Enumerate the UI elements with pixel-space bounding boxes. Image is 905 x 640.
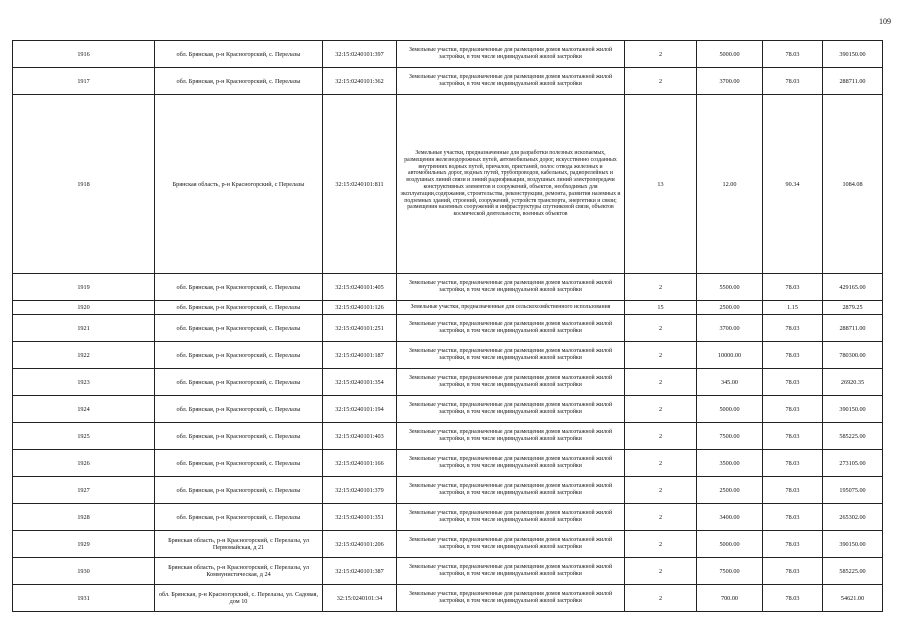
cadastral-number-cell: 32:15:0240101:362 xyxy=(323,68,397,95)
table-row xyxy=(13,369,883,396)
cadastral-value-cell: 390150.00 xyxy=(823,396,883,423)
cadastral-number-cell: 32:15:0240101:187 xyxy=(323,342,397,369)
address-cell: обл. Брянская, р-н Красногорский, с. Перелазы xyxy=(155,396,323,423)
rate-cell: 78.03 xyxy=(763,477,823,504)
area-cell: 2500.00 xyxy=(697,477,763,504)
cadastral-number-cell: 32:15:0240101:397 xyxy=(323,41,397,68)
cadastral-value-cell: 288711.00 xyxy=(823,315,883,342)
cadastral-value-cell: 585225.00 xyxy=(823,558,883,585)
cadastral-table xyxy=(12,40,883,612)
land-use-description-cell: Земельные участки, предназначенные для размещения домов малоэтажной жилой застройки, в том числе индивидуальной жилой застройки xyxy=(397,423,625,450)
area-cell: 3700.00 xyxy=(697,315,763,342)
area-cell: 5000.00 xyxy=(697,396,763,423)
group-cell: 2 xyxy=(625,558,697,585)
cadastral-value-cell: 585225.00 xyxy=(823,423,883,450)
cadastral-number-cell: 32:15:0240101:387 xyxy=(323,558,397,585)
address-cell: обл. Брянская, р-н Красногорский, с. Перелазы xyxy=(155,301,323,315)
table-row xyxy=(13,531,883,558)
table-row xyxy=(13,41,883,68)
address-cell: обл. Брянская, р-н Красногорский, с. Перелазы xyxy=(155,315,323,342)
address-cell: обл. Брянская, р-н Красногорский, с. Перелазы xyxy=(155,423,323,450)
group-cell: 2 xyxy=(625,315,697,342)
rate-cell: 78.03 xyxy=(763,585,823,612)
table-row xyxy=(13,504,883,531)
row-number-cell: 1920 xyxy=(13,301,155,315)
cadastral-number-cell: 32:15:0240101:354 xyxy=(323,369,397,396)
table-row xyxy=(13,558,883,585)
rate-cell: 78.03 xyxy=(763,504,823,531)
cadastral-value-cell: 429165.00 xyxy=(823,274,883,301)
row-number-cell: 1926 xyxy=(13,450,155,477)
area-cell: 10000.00 xyxy=(697,342,763,369)
cadastral-number-cell: 32:15:0240101:403 xyxy=(323,423,397,450)
address-cell: обл. Брянская, р-н Красногорский, с. Перелазы xyxy=(155,342,323,369)
row-number-cell: 1929 xyxy=(13,531,155,558)
row-number-cell: 1931 xyxy=(13,585,155,612)
group-cell: 2 xyxy=(625,274,697,301)
land-use-description-cell: Земельные участки, предназначенные для размещения домов малоэтажной жилой застройки, в том числе индивидуальной жилой застройки xyxy=(397,369,625,396)
rate-cell: 78.03 xyxy=(763,450,823,477)
land-use-description-cell: Земельные участки, предназначенные для размещения домов малоэтажной жилой застройки, в том числе индивидуальной жилой застройки xyxy=(397,585,625,612)
address-cell: обл. Брянская, р-н Красногорский, с. Перелазы xyxy=(155,369,323,396)
rate-cell: 78.03 xyxy=(763,342,823,369)
row-number-cell: 1923 xyxy=(13,369,155,396)
group-cell: 2 xyxy=(625,41,697,68)
land-use-description-cell: Земельные участки, предназначенные для размещения домов малоэтажной жилой застройки, в том числе индивидуальной жилой застройки xyxy=(397,531,625,558)
address-cell: обл. Брянская, р-н Красногорский, с. Перелазы xyxy=(155,274,323,301)
cadastral-value-cell: 26920.35 xyxy=(823,369,883,396)
group-cell: 2 xyxy=(625,369,697,396)
cadastral-value-cell: 1084.08 xyxy=(823,95,883,274)
cadastral-value-cell: 390150.00 xyxy=(823,41,883,68)
land-use-description-cell: Земельные участки, предназначенные для разработки полезных ископаемых, размещения железнодорожных путей, автомобильных дорог, искусственно созданных внутренних водных путей, причалов, пристаней, полос отвода железных и автомобильных дорог, водных путей, трубопроводов, кабельных, радиорелейных и воздушных линий связи и линий радиофикации, воздушных линий электропередачи конструктивных элементов и сооружений, объектов, необходимых для эксплуатации,содержания, строительства, реконструкции, ремонта, развития наземных и подземных зданий, строений, сооружений, устройств транспорта, энергетики и связи; размещения наземных сооружений и инфраструктуры спутниковой связи, объектов космической деятельности, военных объектов xyxy=(397,95,625,274)
row-number-cell: 1927 xyxy=(13,477,155,504)
row-number-cell: 1917 xyxy=(13,68,155,95)
address-cell: обл. Брянская, р-н Красногорский, с. Перелазы xyxy=(155,504,323,531)
group-cell: 2 xyxy=(625,423,697,450)
land-use-description-cell: Земельные участки, предназначенные для размещения домов малоэтажной жилой застройки, в том числе индивидуальной жилой застройки xyxy=(397,504,625,531)
address-cell: обл. Брянская, р-н Красногорский, с. Перелазы xyxy=(155,41,323,68)
cadastral-number-cell: 32:15:0240101:206 xyxy=(323,531,397,558)
table-row xyxy=(13,450,883,477)
table-row xyxy=(13,68,883,95)
row-number-cell: 1921 xyxy=(13,315,155,342)
address-cell: обл. Брянская, р-н Красногорский, с. Перелазы xyxy=(155,450,323,477)
land-use-description-cell: Земельные участки, предназначенные для размещения домов малоэтажной жилой застройки, в том числе индивидуальной жилой застройки xyxy=(397,558,625,585)
group-cell: 2 xyxy=(625,396,697,423)
cadastral-number-cell: 32:15:0240101:166 xyxy=(323,450,397,477)
table-row xyxy=(13,342,883,369)
rate-cell: 78.03 xyxy=(763,68,823,95)
cadastral-value-cell: 780300.00 xyxy=(823,342,883,369)
area-cell: 3700.00 xyxy=(697,68,763,95)
rate-cell: 90.34 xyxy=(763,95,823,274)
address-cell: обл. Брянская, р-н Красногорский, с. Перелазы xyxy=(155,477,323,504)
area-cell: 12.00 xyxy=(697,95,763,274)
cadastral-value-cell: 54621.00 xyxy=(823,585,883,612)
cadastral-number-cell: 32:15:0240101:251 xyxy=(323,315,397,342)
area-cell: 700.00 xyxy=(697,585,763,612)
table-row xyxy=(13,301,883,315)
group-cell: 2 xyxy=(625,450,697,477)
table-row xyxy=(13,423,883,450)
cadastral-number-cell: 32:15:0240101:194 xyxy=(323,396,397,423)
area-cell: 3400.00 xyxy=(697,504,763,531)
rate-cell: 78.03 xyxy=(763,423,823,450)
cadastral-number-cell: 32:15:0240101:34 xyxy=(323,585,397,612)
cadastral-value-cell: 288711.00 xyxy=(823,68,883,95)
row-number-cell: 1918 xyxy=(13,95,155,274)
cadastral-value-cell: 195075.00 xyxy=(823,477,883,504)
cadastral-number-cell: 32:15:0240101:379 xyxy=(323,477,397,504)
cadastral-number-cell: 32:15:0240101:811 xyxy=(323,95,397,274)
area-cell: 5000.00 xyxy=(697,41,763,68)
rate-cell: 78.03 xyxy=(763,315,823,342)
address-cell: Брянская область, р-н Красногорский, с Перелазы, ул Коммунистическая, д 24 xyxy=(155,558,323,585)
rate-cell: 78.03 xyxy=(763,41,823,68)
land-use-description-cell: Земельные участки, предназначенные для размещения домов малоэтажной жилой застройки, в том числе индивидуальной жилой застройки xyxy=(397,41,625,68)
row-number-cell: 1916 xyxy=(13,41,155,68)
rate-cell: 78.03 xyxy=(763,396,823,423)
rate-cell: 78.03 xyxy=(763,531,823,558)
land-use-description-cell: Земельные участки, предназначенные для размещения домов малоэтажной жилой застройки, в том числе индивидуальной жилой застройки xyxy=(397,68,625,95)
address-cell: Брянская область, р-н Красногорский, с Перелазы xyxy=(155,95,323,274)
area-cell: 5500.00 xyxy=(697,274,763,301)
area-cell: 5000.00 xyxy=(697,531,763,558)
table-row xyxy=(13,585,883,612)
group-cell: 2 xyxy=(625,504,697,531)
land-use-description-cell: Земельные участки, предназначенные для размещения домов малоэтажной жилой застройки, в том числе индивидуальной жилой застройки xyxy=(397,396,625,423)
cadastral-number-cell: 32:15:0240101:405 xyxy=(323,274,397,301)
group-cell: 2 xyxy=(625,342,697,369)
rate-cell: 78.03 xyxy=(763,274,823,301)
cadastral-value-cell: 390150.00 xyxy=(823,531,883,558)
table-body xyxy=(13,41,883,612)
rate-cell: 78.03 xyxy=(763,558,823,585)
area-cell: 2500.00 xyxy=(697,301,763,315)
area-cell: 3500.00 xyxy=(697,450,763,477)
row-number-cell: 1924 xyxy=(13,396,155,423)
land-use-description-cell: Земельные участки, предназначенные для размещения домов малоэтажной жилой застройки, в том числе индивидуальной жилой застройки xyxy=(397,477,625,504)
table-row xyxy=(13,315,883,342)
row-number-cell: 1922 xyxy=(13,342,155,369)
cadastral-value-cell: 273105.00 xyxy=(823,450,883,477)
cadastral-value-cell: 2879.25 xyxy=(823,301,883,315)
group-cell: 2 xyxy=(625,531,697,558)
address-cell: обл. Брянская, р-н Красногорский, с. Перелазы xyxy=(155,68,323,95)
address-cell: обл. Брянская, р-н Красногорский, с. Перелазы, ул. Садовая, дом 10 xyxy=(155,585,323,612)
row-number-cell: 1919 xyxy=(13,274,155,301)
area-cell: 345.00 xyxy=(697,369,763,396)
cadastral-value-cell: 265302.00 xyxy=(823,504,883,531)
cadastral-number-cell: 32:15:0240101:351 xyxy=(323,504,397,531)
group-cell: 2 xyxy=(625,477,697,504)
land-use-description-cell: Земельные участки, предназначенные для сельскохозяйственного использования xyxy=(397,301,625,315)
row-number-cell: 1930 xyxy=(13,558,155,585)
cadastral-number-cell: 32:15:0240101:126 xyxy=(323,301,397,315)
address-cell: Брянская область, р-н Красногорский, с Перелазы, ул Первомайская, д 21 xyxy=(155,531,323,558)
group-cell: 15 xyxy=(625,301,697,315)
table-row xyxy=(13,396,883,423)
row-number-cell: 1928 xyxy=(13,504,155,531)
rate-cell: 78.03 xyxy=(763,369,823,396)
group-cell: 13 xyxy=(625,95,697,274)
page-number: 109 xyxy=(879,17,891,26)
group-cell: 2 xyxy=(625,68,697,95)
row-number-cell: 1925 xyxy=(13,423,155,450)
land-use-description-cell: Земельные участки, предназначенные для размещения домов малоэтажной жилой застройки, в том числе индивидуальной жилой застройки xyxy=(397,450,625,477)
table-row xyxy=(13,477,883,504)
table-row xyxy=(13,274,883,301)
area-cell: 7500.00 xyxy=(697,558,763,585)
table-row xyxy=(13,95,883,274)
group-cell: 2 xyxy=(625,585,697,612)
area-cell: 7500.00 xyxy=(697,423,763,450)
land-use-description-cell: Земельные участки, предназначенные для размещения домов малоэтажной жилой застройки, в том числе индивидуальной жилой застройки xyxy=(397,274,625,301)
land-use-description-cell: Земельные участки, предназначенные для размещения домов малоэтажной жилой застройки, в том числе индивидуальной жилой застройки xyxy=(397,342,625,369)
land-use-description-cell: Земельные участки, предназначенные для размещения домов малоэтажной жилой застройки, в том числе индивидуальной жилой застройки xyxy=(397,315,625,342)
rate-cell: 1.15 xyxy=(763,301,823,315)
